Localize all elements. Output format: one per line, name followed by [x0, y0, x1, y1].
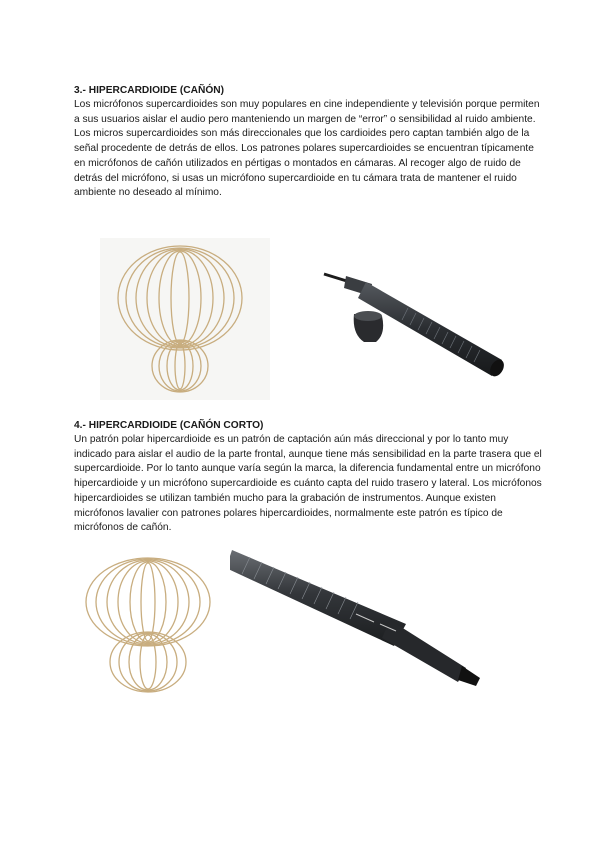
- supercardioid-polar-pattern-image: [100, 238, 270, 400]
- section-supercardioid: [74, 84, 544, 201]
- section-heading: 3.- HIPERCARDIOIDE (CAÑÓN): [74, 85, 224, 96]
- hypercardioid-polar-pattern-image: [74, 552, 230, 702]
- short-shotgun-microphone-image: [230, 540, 482, 692]
- section-paragraph: Los micrófonos supercardioides son muy populares en cine independiente y televisión porque permiten a sus usuarios aislar el audio pero manteniendo un margen de “error” o sensibilidad al ruido ambiente. Los micros supercardioides son más direccionales que los cardioides pero captan también algo de la señal procedente de detrás de ellos. Los patrones polares supercardioides se encuentran típicamente en micrófonos de cañón utilizados en pértigas o montados en cámaras. Al recoger algo de ruido de detrás del micrófono, si usas un micrófono supercardioide en tu cámara trata de mantener el ruido ambiente no deseado al mínimo.: [74, 99, 540, 199]
- section-hypercardioid: [74, 419, 544, 536]
- shotgun-microphone-image: [316, 262, 508, 382]
- section-paragraph: Un patrón polar hipercardioide es un patrón de captación aún más direccional y por lo tanto muy indicado para aislar el audio de la parte frontal, aunque tiene más sensibilidad en la parte trasera que el supercardioide. Por lo tanto aunque varía según la marca, la diferencia fundamental entre un micrófono hipercardioide y un micrófono supercardioide es cuánto capta del ruido trasero y lateral. Los micrófonos hipercardioides se utilizan también mucho para la grabación de instrumentos. Aunque existen micrófonos lavalier con patrones polares hipercardioides, normalmente este patrón es típico de micrófonos de cañón.: [74, 434, 542, 534]
- section-heading: 4.- HIPERCARDIOIDE (CAÑÓN CORTO): [74, 420, 264, 431]
